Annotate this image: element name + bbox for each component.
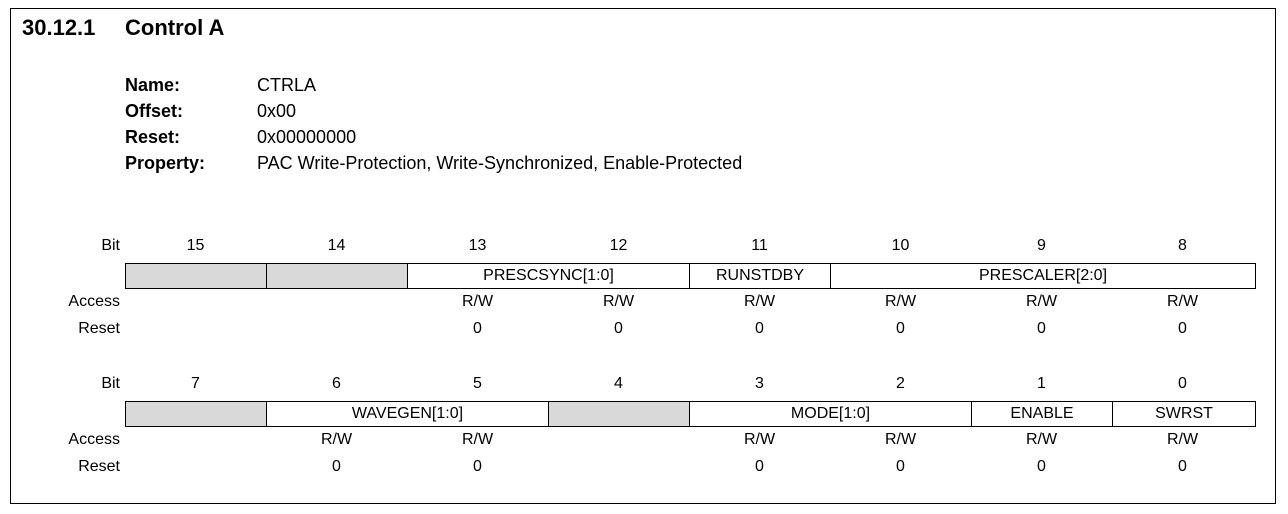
bit-numbers-upper	[125, 237, 1256, 257]
bit-row-label-upper: Bit	[101, 237, 120, 254]
bit-number: 0	[1178, 375, 1187, 392]
meta-name-value: CTRLA	[257, 75, 317, 95]
reserved-field	[125, 401, 267, 427]
access-row-label-lower: Access	[68, 431, 120, 448]
bit-number: 5	[473, 375, 482, 392]
bit-number: 1	[1037, 375, 1046, 392]
access-value: R/W	[1025, 431, 1058, 448]
meta-property-label: Property:	[125, 153, 206, 173]
meta-reset-value: 0x00000000	[257, 127, 357, 147]
field-swrst: SWRST	[1112, 401, 1256, 427]
field-row-lower	[125, 401, 1256, 427]
reset-value: 0	[1037, 320, 1046, 337]
section-title: Control A	[125, 15, 225, 40]
bit-number: 14	[327, 237, 346, 254]
bit-number: 3	[755, 375, 764, 392]
reset-value: 0	[896, 458, 905, 475]
access-value: R/W	[884, 431, 917, 448]
field-prescaler: PRESCALER[2:0]	[830, 263, 1256, 289]
bit-number: 15	[186, 237, 205, 254]
access-value: R/W	[320, 431, 353, 448]
field-mode: MODE[1:0]	[689, 401, 972, 427]
reset-value: 0	[755, 458, 764, 475]
access-value: R/W	[1025, 293, 1058, 310]
bit-number: 9	[1037, 237, 1046, 254]
field-prescsync: PRESCSYNC[1:0]	[407, 263, 690, 289]
section-number: 30.12.1	[22, 15, 96, 40]
field-wavegen: WAVEGEN[1:0]	[266, 401, 549, 427]
access-value: R/W	[602, 293, 635, 310]
access-value: R/W	[884, 293, 917, 310]
bit-number: 10	[891, 237, 910, 254]
reset-row-upper	[125, 320, 1256, 340]
field-runstdby: RUNSTDBY	[689, 263, 831, 289]
bit-number: 6	[332, 375, 341, 392]
access-row-lower	[125, 431, 1256, 451]
reserved-field	[125, 263, 267, 289]
meta-offset-label: Offset:	[125, 101, 183, 121]
bit-number: 11	[751, 237, 768, 254]
reset-value: 0	[332, 458, 341, 475]
access-value: R/W	[743, 431, 776, 448]
meta-reset-label: Reset:	[125, 127, 181, 147]
access-value: R/W	[1166, 293, 1199, 310]
meta-property-value: PAC Write-Protection, Write-Synchronized, Enable-Protected	[257, 153, 743, 173]
access-row-label-upper: Access	[68, 293, 120, 310]
reset-value: 0	[473, 458, 482, 475]
access-row-upper	[125, 293, 1256, 313]
access-value: R/W	[461, 431, 494, 448]
meta-offset-value: 0x00	[257, 101, 297, 121]
meta-name-label: Name:	[125, 75, 181, 95]
bit-number: 8	[1178, 237, 1187, 254]
reset-value: 0	[755, 320, 764, 337]
reserved-field	[548, 401, 690, 427]
field-enable: ENABLE	[971, 401, 1113, 427]
reset-value: 0	[1037, 458, 1046, 475]
reset-value: 0	[614, 320, 623, 337]
access-value: R/W	[1166, 431, 1199, 448]
bit-number: 12	[609, 237, 628, 254]
reset-value: 0	[1178, 320, 1187, 337]
reset-value: 0	[473, 320, 482, 337]
reserved-field	[266, 263, 408, 289]
bit-row-label-lower: Bit	[101, 375, 120, 392]
reset-value: 0	[896, 320, 905, 337]
bit-number: 4	[614, 375, 623, 392]
reset-value: 0	[1178, 458, 1187, 475]
reset-row-label-lower: Reset	[78, 458, 120, 475]
reset-row-label-upper: Reset	[78, 320, 120, 337]
reset-row-lower	[125, 458, 1256, 478]
field-row-upper	[125, 263, 1256, 289]
access-value: R/W	[743, 293, 776, 310]
access-value: R/W	[461, 293, 494, 310]
bit-number: 13	[468, 237, 487, 254]
bit-numbers-lower	[125, 375, 1256, 395]
bit-number: 2	[896, 375, 905, 392]
bit-number: 7	[191, 375, 200, 392]
